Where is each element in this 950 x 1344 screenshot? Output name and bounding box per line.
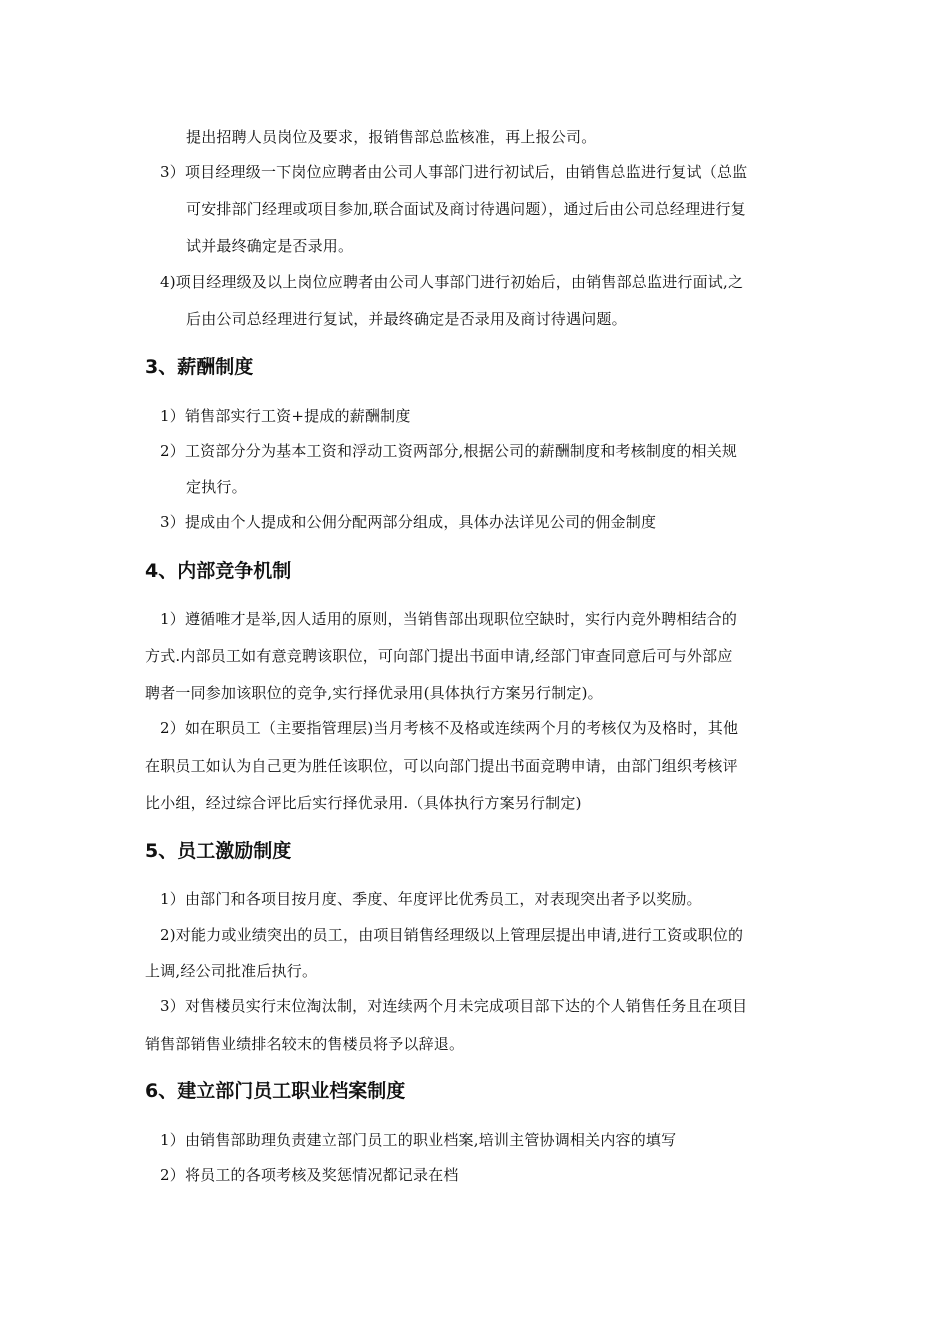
section3-item1: 1）销售部实行工资+提成的薪酬制度 <box>160 407 411 425</box>
section5-item3-line-1: 3）对售楼员实行末位淘汰制，对连续两个月未完成项目部下达的个人销售任务且在项目 <box>160 997 748 1015</box>
section3-heading: 3、薪酬制度 <box>145 356 254 378</box>
section5-item2-line-1: 2)对能力或业绩突出的员工，由项目销售经理级以上管理层提出申请,进行工资或职位的 <box>160 926 744 944</box>
section3-item2-line-2: 定执行。 <box>186 478 247 496</box>
section6-item2: 2）将员工的各项考核及奖惩情况都记录在档 <box>160 1166 459 1184</box>
section5-item1: 1）由部门和各项目按月度、季度、年度评比优秀员工，对表现突出者予以奖励。 <box>160 890 702 908</box>
intro-item4-line-1: 4)项目经理级及以上岗位应聘者由公司人事部门进行初始后，由销售部总监进行面试,之 <box>160 273 744 291</box>
section4-heading: 4、内部竞争机制 <box>145 560 292 582</box>
section5-heading: 5、员工激励制度 <box>145 840 292 862</box>
intro-line-1: 提出招聘人员岗位及要求，报销售部总监核准，再上报公司。 <box>186 128 597 146</box>
section4-item2-line-2: 在职员工如认为自己更为胜任该职位，可以向部门提出书面竞聘申请，由部门组织考核评 <box>145 757 738 775</box>
intro-item3-line-2: 可安排部门经理或项目参加,联合面试及商讨待遇问题），通过后由公司总经理进行复 <box>186 200 746 218</box>
intro-item4-line-2: 后由公司总经理进行复试，并最终确定是否录用及商讨待遇问题。 <box>186 310 627 328</box>
section4-item1-line-1: 1）遵循唯才是举,因人适用的原则，当销售部出现职位空缺时，实行内竞外聘相结合的 <box>160 610 738 628</box>
section3-item3: 3）提成由个人提成和公佣分配两部分组成，具体办法详见公司的佣金制度 <box>160 513 657 531</box>
section4-item1-line-2: 方式.内部员工如有意竞聘该职位，可向部门提出书面申请,经部门审查同意后可与外部应 <box>145 647 733 665</box>
section6-item1: 1）由销售部助理负责建立部门员工的职业档案,培训主管协调相关内容的填写 <box>160 1131 677 1149</box>
section6-heading: 6、建立部门员工职业档案制度 <box>145 1080 406 1102</box>
section5-item2-line-2: 上调,经公司批准后执行。 <box>145 962 318 980</box>
section3-item2-line-1: 2）工资部分分为基本工资和浮动工资两部分,根据公司的薪酬制度和考核制度的相关规 <box>160 442 738 460</box>
section4-item2-line-3: 比小组，经过综合评比后实行择优录用.（具体执行方案另行制定) <box>145 794 582 812</box>
section4-item2-line-1: 2）如在职员工（主要指管理层)当月考核不及格或连续两个月的考核仅为及格时，其他 <box>160 719 739 737</box>
intro-item3-line-3: 试并最终确定是否录用。 <box>186 237 354 255</box>
section5-item3-line-2: 销售部销售业绩排名较末的售楼员将予以辞退。 <box>145 1035 465 1053</box>
section4-item1-line-3: 聘者一同参加该职位的竞争,实行择优录用(具体执行方案另行制定)。 <box>145 684 603 702</box>
intro-item3-line-1: 3）项目经理级一下岗位应聘者由公司人事部门进行初试后，由销售总监进行复试（总监 <box>160 163 748 181</box>
